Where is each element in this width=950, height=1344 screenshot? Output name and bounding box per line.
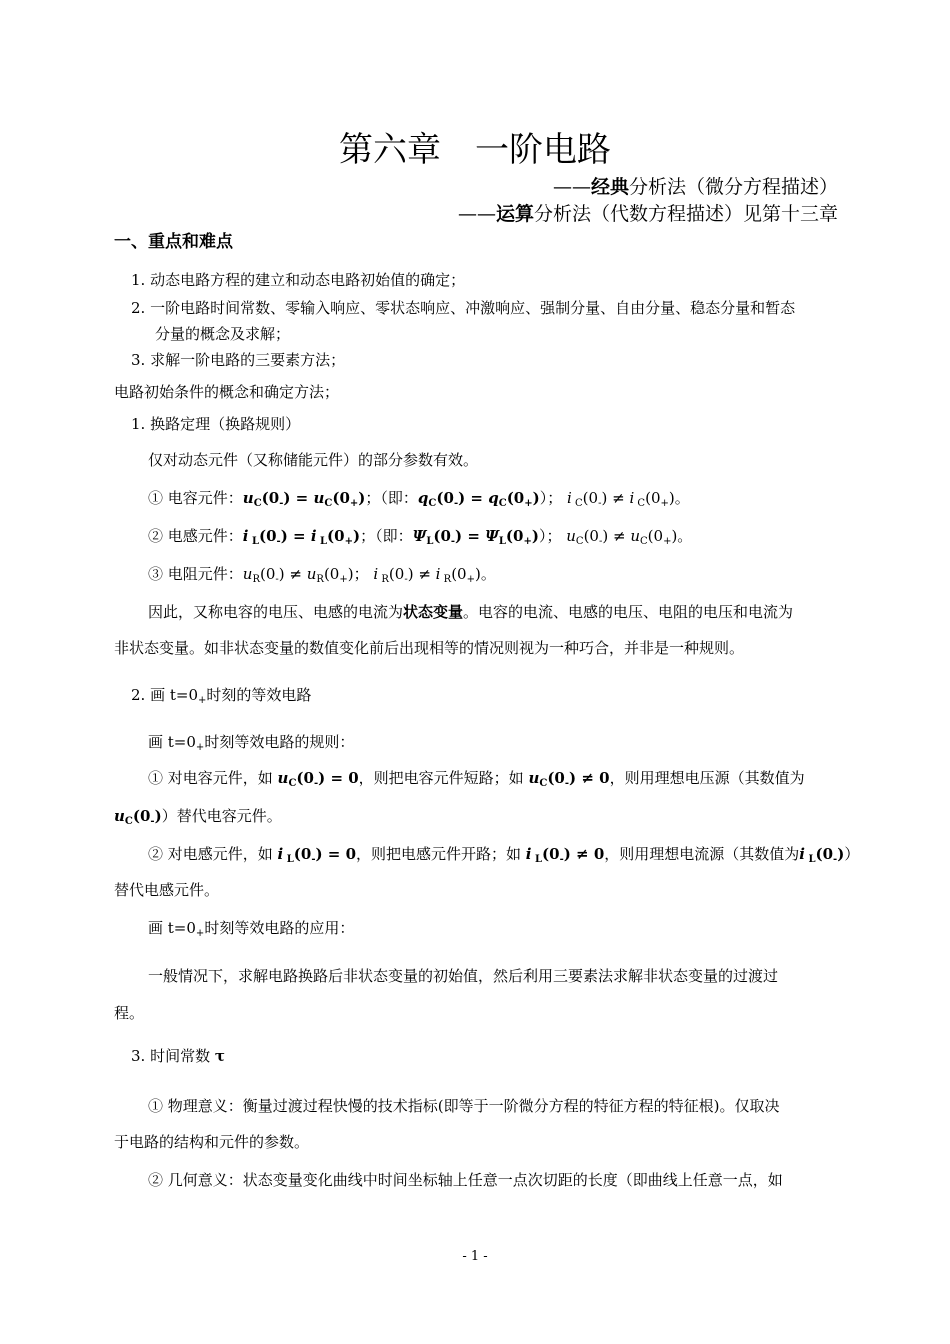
- resistor-rule: ③ 电阻元件：$u_R(0_-) \ne u_R(0_+)$； i $_R(0_-) \ne i$ $_R(0_+)$。: [148, 565, 496, 585]
- switching-law-intro: 仅对动态元件（又称储能元件）的部分参数有效。: [148, 451, 479, 469]
- equivalent-circuit-heading: 2. 画 $t=0_+$时刻的等效电路: [131, 686, 312, 706]
- physical-meaning-line2: 于电路的结构和元件的参数。: [114, 1133, 310, 1151]
- geometric-meaning-line1: ② 几何意义：状态变量变化曲线中时间坐标轴上任意一点次切距的长度（即曲线上任意一点，如: [148, 1171, 783, 1189]
- text-run: 。电容的电流、电感的电压、电阻的电压和电流为: [463, 603, 794, 621]
- state-variable-term: 状态变量: [403, 603, 464, 621]
- text-run: 2. 画 t=0: [131, 686, 198, 704]
- capacitor-equivalent-line2: $u_C(0_-)$）替代电容元件。: [114, 807, 282, 827]
- subtitle-dash: ——: [552, 176, 591, 198]
- text-run: 时刻等效电路的应用：: [204, 919, 355, 937]
- equivalent-circuit-application: 画 $t=0_+$时刻等效电路的应用：: [148, 919, 355, 939]
- inductor-equivalent-line2: 替代电感元件。: [114, 881, 220, 899]
- subtitle-bold: 经典: [590, 176, 629, 198]
- key-point-3: 3. 求解一阶电路的三要素方法；: [131, 351, 346, 369]
- tau-symbol: τ: [214, 1047, 225, 1065]
- application-text-line2: 程。: [114, 1004, 145, 1022]
- key-point-2-cont: 分量的概念及求解；: [155, 325, 291, 343]
- subtitle-dash: ——: [457, 203, 496, 225]
- time-constant-heading: [131, 1046, 225, 1066]
- inductor-label: ② 电感元件：: [148, 527, 243, 545]
- inductor-rule: ② 电感元件：i $_L(0_-) = i$ $_L(0_+)$；（即：$\Psi_L(0_-) = \Psi_L(0_+)$）； $u_C(0_-) \ne u_C(0_+)$。: [148, 527, 693, 547]
- text-run: 画 t=0: [148, 919, 196, 937]
- application-text-line1: 一般情况下，求解电路换路后非状态变量的初始值，然后利用三要素法求解非状态变量的过渡过: [148, 967, 779, 985]
- key-point-2: 2. 一阶电路时间常数、零输入响应、零状态响应、冲激响应、强制分量、自由分量、稳态分量和暂态: [131, 299, 796, 317]
- state-variable-line1: [148, 602, 793, 622]
- section-heading: 一、重点和难点: [114, 232, 233, 252]
- text-run: 画 t=0: [148, 733, 196, 751]
- subtitle-classical: [553, 174, 838, 200]
- subtitle-rest: 分析法（微分方程描述）: [628, 176, 838, 198]
- text-run: ② 对电感元件，如: [148, 845, 278, 863]
- equivalent-circuit-rules: 画 $t=0_+$时刻等效电路的规则：: [148, 733, 355, 753]
- switching-law-heading: 1. 换路定理（换路规则）: [131, 415, 301, 433]
- inductor-equivalent-line1: ② 对电感元件，如 i $_L(0_-) = 0$，则把电感元件开路；如 i $_L(0_-) \ne 0$，则用理想电流源（其数值为i $_L(0_-)$）: [148, 845, 860, 865]
- key-point-1: 1. 动态电路方程的建立和动态电路初始值的确定；: [131, 271, 466, 289]
- subtitle-rest: 分析法（代数方程描述）见第十三章: [533, 203, 838, 225]
- capacitor-rule: ① 电容元件：$u_C(0_-) = u_C(0_+)$；（即：$q_C(0_-) = q_C(0_+)$）； i $_C(0_-) \ne i$ $_C(0_+)$。: [148, 489, 690, 509]
- text-run: 时刻的等效电路: [206, 686, 312, 704]
- physical-meaning-line1: ① 物理意义：衡量过渡过程快慢的技术指标(即等于一阶微分方程的特征方程的特征根)。仅取决: [148, 1097, 780, 1115]
- state-variable-line2: 非状态变量。如非状态变量的数值变化前后出现相等的情况则视为一种巧合，并非是一种规则。: [114, 639, 745, 657]
- initial-conditions-heading: 电路初始条件的概念和确定方法；: [114, 383, 340, 401]
- text-run: ，则用理想电压源（其数值为: [609, 769, 805, 787]
- resistor-label: ③ 电阻元件：: [148, 565, 243, 583]
- text-run: 因此，又称电容的电压、电感的电流为: [148, 603, 404, 621]
- text-run: ，则把电容元件短路；如: [358, 769, 529, 787]
- capacitor-label: ① 电容元件：: [148, 489, 243, 507]
- text-run: ，则把电感元件开路；如: [356, 845, 526, 863]
- chapter-title: 第六章 一阶电路: [339, 130, 611, 170]
- subtitle-operational: [458, 201, 838, 227]
- text-run: 时刻等效电路的规则：: [204, 733, 355, 751]
- text-run: ）: [844, 845, 860, 863]
- subtitle-bold: 运算: [495, 203, 534, 225]
- text-run: ① 对电容元件，如: [148, 769, 278, 787]
- text-run: 3. 时间常数: [131, 1047, 215, 1065]
- capacitor-equivalent-line1: ① 对电容元件，如 $u_C(0_-) = 0$，则把电容元件短路；如 $u_C(0_-) \ne 0$，则用理想电压源（其数值为: [148, 769, 805, 789]
- page-number: - 1 -: [462, 1249, 488, 1264]
- text-run: ）替代电容元件。: [161, 807, 282, 825]
- text-run: ，则用理想电流源（其数值为: [604, 845, 800, 863]
